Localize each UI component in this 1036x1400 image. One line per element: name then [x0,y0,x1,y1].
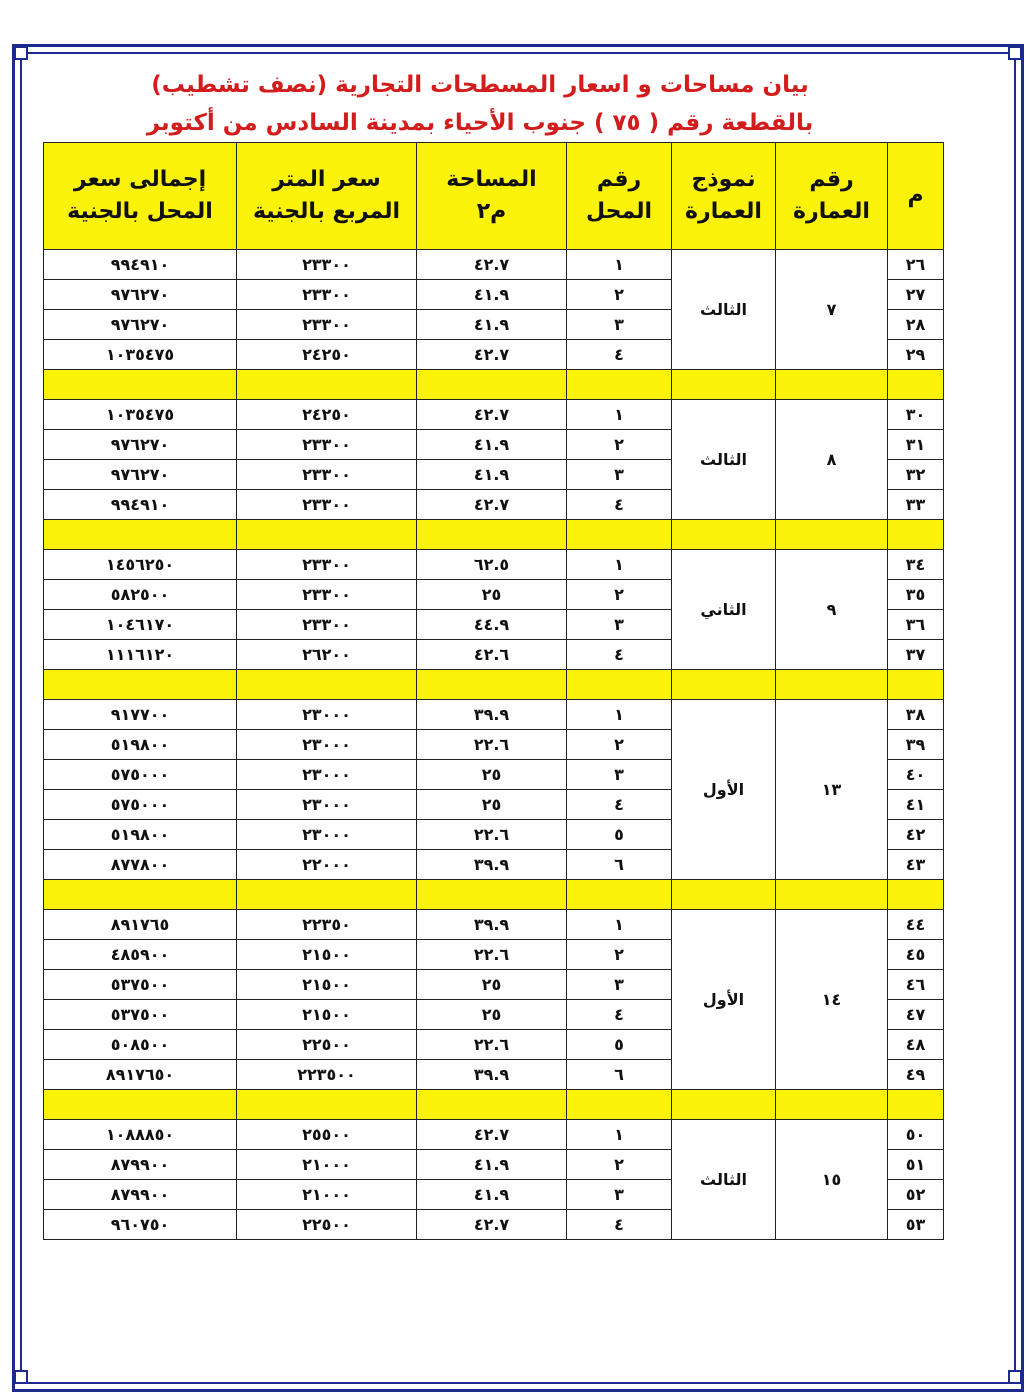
cell-area: ٤٢.٧ [417,250,567,280]
cell-building-no: ٩ [776,550,888,670]
separator-cell [567,1090,672,1120]
separator-cell [672,1090,776,1120]
table-body [44,250,944,1240]
cell-m: ٤٢ [888,820,944,850]
cell-area: ٤١.٩ [417,460,567,490]
cell-total-price: ٨٧٩٩٠٠ [44,1150,237,1180]
header-building-model: نموذج العمارة [672,143,776,250]
cell-building-no: ١٤ [776,910,888,1090]
cell-m: ٣١ [888,430,944,460]
table-row [44,910,944,940]
cell-area: ٤٢.٧ [417,1120,567,1150]
separator-cell [776,880,888,910]
separator-cell [888,880,944,910]
separator-cell [237,880,417,910]
cell-m: ٥٣ [888,1210,944,1240]
cell-area: ٤١.٩ [417,1180,567,1210]
cell-area: ٤٢.٧ [417,1210,567,1240]
cell-m: ٤١ [888,790,944,820]
cell-total-price: ١٠٤٦١٧٠ [44,610,237,640]
cell-total-price: ٩٦٠٧٥٠ [44,1210,237,1240]
cell-meter-price: ٢١٥٠٠ [237,1000,417,1030]
cell-building-model: الثالث [672,1120,776,1240]
cell-total-price: ٥٠٨٥٠٠ [44,1030,237,1060]
cell-shop-no: ٣ [567,310,672,340]
cell-m: ٣٨ [888,700,944,730]
cell-area: ٢٢.٦ [417,940,567,970]
separator-cell [888,1090,944,1120]
cell-shop-no: ٢ [567,430,672,460]
cell-m: ٤٠ [888,760,944,790]
separator-cell [417,520,567,550]
separator-cell [776,670,888,700]
cell-total-price: ١٠٨٨٨٥٠ [44,1120,237,1150]
cell-meter-price: ٢٣٠٠٠ [237,760,417,790]
separator-cell [44,520,237,550]
cell-m: ٣٩ [888,730,944,760]
cell-shop-no: ٢ [567,730,672,760]
cell-meter-price: ٢٢٣٥٠٠ [237,1060,417,1090]
group-separator-row [44,370,944,400]
cell-m: ٢٧ [888,280,944,310]
cell-m: ٥١ [888,1150,944,1180]
cell-m: ٥٢ [888,1180,944,1210]
cell-meter-price: ٢٥٥٠٠ [237,1120,417,1150]
cell-m: ٥٠ [888,1120,944,1150]
cell-meter-price: ٢٣٣٠٠ [237,250,417,280]
cell-m: ٤٨ [888,1030,944,1060]
cell-meter-price: ٢٣٣٠٠ [237,550,417,580]
cell-meter-price: ٢٣٣٠٠ [237,580,417,610]
header-total-price: إجمالى سعر المحل بالجنية [44,143,237,250]
cell-total-price: ٨٧٧٨٠٠ [44,850,237,880]
cell-m: ٤٧ [888,1000,944,1030]
cell-area: ٦٢.٥ [417,550,567,580]
separator-cell [776,370,888,400]
cell-meter-price: ٢٣٣٠٠ [237,430,417,460]
cell-shop-no: ٣ [567,760,672,790]
border-corner-bottom-left [14,1370,28,1384]
cell-shop-no: ٤ [567,640,672,670]
table-row [44,250,944,280]
cell-m: ٢٦ [888,250,944,280]
cell-m: ٤٥ [888,940,944,970]
cell-area: ٤٢.٧ [417,340,567,370]
cell-meter-price: ٢٢٠٠٠ [237,850,417,880]
cell-meter-price: ٢٢٣٥٠ [237,910,417,940]
cell-area: ٣٩.٩ [417,850,567,880]
cell-area: ٢٢.٦ [417,820,567,850]
cell-meter-price: ٢٢٥٠٠ [237,1210,417,1240]
cell-building-model: الثالث [672,250,776,370]
cell-m: ٣٦ [888,610,944,640]
cell-shop-no: ٤ [567,490,672,520]
cell-building-model: الثاني [672,550,776,670]
cell-total-price: ٥١٩٨٠٠ [44,730,237,760]
cell-shop-no: ٣ [567,460,672,490]
cell-total-price: ١٤٥٦٢٥٠ [44,550,237,580]
cell-area: ٢٥ [417,760,567,790]
cell-area: ٢٥ [417,970,567,1000]
cell-total-price: ٥٣٧٥٠٠ [44,1000,237,1030]
cell-building-model: الأول [672,700,776,880]
separator-cell [567,520,672,550]
separator-cell [44,1090,237,1120]
separator-cell [237,520,417,550]
table-row [44,550,944,580]
cell-m: ٣٥ [888,580,944,610]
cell-shop-no: ٢ [567,1150,672,1180]
cell-meter-price: ٢٣٣٠٠ [237,460,417,490]
cell-shop-no: ١ [567,910,672,940]
cell-total-price: ١٠٣٥٤٧٥ [44,340,237,370]
cell-area: ٢٢.٦ [417,1030,567,1060]
cell-total-price: ٩٩٤٩١٠ [44,250,237,280]
cell-area: ٤٢.٧ [417,490,567,520]
cell-shop-no: ٣ [567,610,672,640]
header-building-no: رقم العمارة [776,143,888,250]
cell-total-price: ٩٧٦٢٧٠ [44,430,237,460]
cell-area: ٤١.٩ [417,1150,567,1180]
cell-total-price: ٨٩١٧٦٥٠ [44,1060,237,1090]
cell-shop-no: ٣ [567,1180,672,1210]
cell-m: ٤٦ [888,970,944,1000]
separator-cell [672,670,776,700]
separator-cell [672,880,776,910]
group-separator-row [44,880,944,910]
cell-area: ٤١.٩ [417,310,567,340]
cell-meter-price: ٢٣٣٠٠ [237,310,417,340]
cell-area: ٤١.٩ [417,280,567,310]
cell-total-price: ٩٧٦٢٧٠ [44,310,237,340]
cell-area: ٤١.٩ [417,430,567,460]
cell-area: ٤٢.٦ [417,640,567,670]
cell-meter-price: ٢٣٠٠٠ [237,730,417,760]
cell-shop-no: ٤ [567,790,672,820]
cell-m: ٤٩ [888,1060,944,1090]
separator-cell [237,370,417,400]
separator-cell [44,670,237,700]
cell-shop-no: ١ [567,550,672,580]
cell-meter-price: ٢٣٠٠٠ [237,700,417,730]
cell-shop-no: ٣ [567,970,672,1000]
cell-shop-no: ٥ [567,1030,672,1060]
cell-total-price: ٥٧٥٠٠٠ [44,790,237,820]
group-separator-row [44,1090,944,1120]
document-title-line-1: بيان مساحات و اسعار المسطحات التجارية (نصف تشطيب) [151,72,809,98]
cell-total-price: ٩١٧٧٠٠ [44,700,237,730]
document-title-line-2: بالقطعة رقم ( ٧٥ ) جنوب الأحياء بمدينة السادس من أكتوبر [146,110,814,136]
cell-meter-price: ٢٦٢٠٠ [237,640,417,670]
table-header-row [44,143,944,250]
cell-shop-no: ١ [567,700,672,730]
cell-building-no: ١٥ [776,1120,888,1240]
cell-total-price: ١١١٦١٢٠ [44,640,237,670]
separator-cell [672,520,776,550]
group-separator-row [44,670,944,700]
cell-building-no: ٧ [776,250,888,370]
separator-cell [567,370,672,400]
cell-shop-no: ٤ [567,340,672,370]
cell-shop-no: ١ [567,1120,672,1150]
cell-meter-price: ٢٤٢٥٠ [237,400,417,430]
cell-total-price: ٨٩١٧٦٥ [44,910,237,940]
cell-area: ٢٥ [417,580,567,610]
cell-m: ٤٣ [888,850,944,880]
cell-building-model: الأول [672,910,776,1090]
cell-building-no: ١٣ [776,700,888,880]
cell-m: ٣٣ [888,490,944,520]
cell-area: ٢٥ [417,1000,567,1030]
cell-meter-price: ٢٣٠٠٠ [237,820,417,850]
separator-cell [417,670,567,700]
cell-meter-price: ٢١٠٠٠ [237,1180,417,1210]
cell-m: ٢٨ [888,310,944,340]
separator-cell [888,670,944,700]
cell-total-price: ٥٧٥٠٠٠ [44,760,237,790]
cell-m: ٢٩ [888,340,944,370]
border-corner-top-left [14,46,28,60]
cell-meter-price: ٢١٥٠٠ [237,940,417,970]
cell-area: ٤٢.٧ [417,400,567,430]
separator-cell [417,880,567,910]
separator-cell [888,520,944,550]
cell-meter-price: ٢١٥٠٠ [237,970,417,1000]
separator-cell [776,520,888,550]
cell-building-model: الثالث [672,400,776,520]
border-corner-bottom-right [1008,1370,1022,1384]
cell-building-no: ٨ [776,400,888,520]
cell-total-price: ٤٨٥٩٠٠ [44,940,237,970]
cell-shop-no: ٥ [567,820,672,850]
separator-cell [417,370,567,400]
separator-cell [567,670,672,700]
cell-meter-price: ٢٤٢٥٠ [237,340,417,370]
cell-shop-no: ١ [567,400,672,430]
cell-area: ٢٢.٦ [417,730,567,760]
separator-cell [44,370,237,400]
cell-meter-price: ٢٣٠٠٠ [237,790,417,820]
cell-total-price: ٩٧٦٢٧٠ [44,280,237,310]
separator-cell [44,880,237,910]
cell-area: ٣٩.٩ [417,700,567,730]
header-m: م [888,143,944,250]
shops-price-table [43,142,944,1240]
cell-m: ٤٤ [888,910,944,940]
cell-total-price: ٩٩٤٩١٠ [44,490,237,520]
separator-cell [237,1090,417,1120]
group-separator-row [44,520,944,550]
table-row [44,1120,944,1150]
cell-m: ٣٤ [888,550,944,580]
cell-m: ٣٧ [888,640,944,670]
cell-total-price: ٩٧٦٢٧٠ [44,460,237,490]
separator-cell [672,370,776,400]
cell-area: ٣٩.٩ [417,1060,567,1090]
separator-cell [567,880,672,910]
header-shop-no: رقم المحل [567,143,672,250]
cell-area: ٣٩.٩ [417,910,567,940]
cell-total-price: ٥٣٧٥٠٠ [44,970,237,1000]
header-meter-price: سعر المتر المربع بالجنية [237,143,417,250]
cell-meter-price: ٢١٠٠٠ [237,1150,417,1180]
header-area: المساحة م٢ [417,143,567,250]
cell-m: ٣٠ [888,400,944,430]
separator-cell [237,670,417,700]
cell-total-price: ٥١٩٨٠٠ [44,820,237,850]
cell-meter-price: ٢٣٣٠٠ [237,280,417,310]
cell-shop-no: ٤ [567,1000,672,1030]
cell-area: ٤٤.٩ [417,610,567,640]
border-corner-top-right [1008,46,1022,60]
cell-shop-no: ٢ [567,940,672,970]
cell-total-price: ٥٨٢٥٠٠ [44,580,237,610]
cell-shop-no: ٦ [567,850,672,880]
cell-shop-no: ٦ [567,1060,672,1090]
cell-meter-price: ٢٣٣٠٠ [237,610,417,640]
cell-meter-price: ٢٣٣٠٠ [237,490,417,520]
cell-area: ٢٥ [417,790,567,820]
cell-shop-no: ٤ [567,1210,672,1240]
cell-m: ٣٢ [888,460,944,490]
cell-shop-no: ٢ [567,280,672,310]
separator-cell [888,370,944,400]
cell-shop-no: ٢ [567,580,672,610]
separator-cell [417,1090,567,1120]
separator-cell [776,1090,888,1120]
table-row [44,400,944,430]
cell-total-price: ٨٧٩٩٠٠ [44,1180,237,1210]
cell-total-price: ١٠٣٥٤٧٥ [44,400,237,430]
table-row [44,700,944,730]
cell-shop-no: ١ [567,250,672,280]
cell-meter-price: ٢٢٥٠٠ [237,1030,417,1060]
